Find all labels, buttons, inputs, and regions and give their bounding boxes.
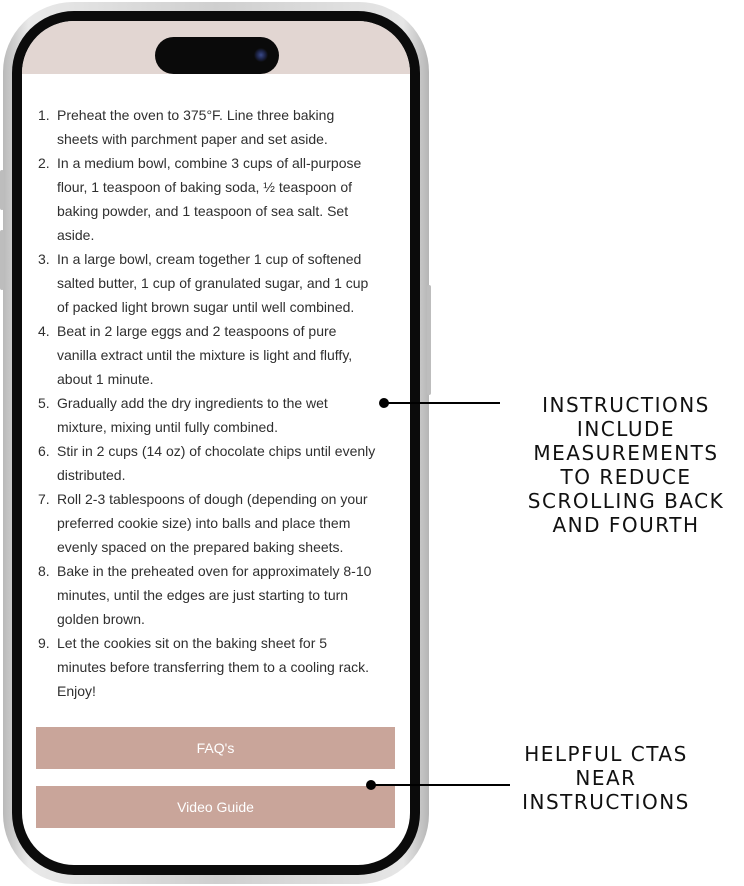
instruction-line: preferred cookie size) into balls and place them [57,515,351,531]
instruction-line: flour, 1 teaspoon of baking soda, ½ teaspoon of [57,179,352,195]
instruction-line: Beat in 2 large eggs and 2 teaspoons of pure [57,323,337,339]
annotation-line: MEASUREMENTS [533,441,719,465]
instruction-line: golden brown. [57,611,145,627]
video-guide-button[interactable]: Video Guide [36,786,395,828]
instruction-number: 6. [38,443,50,459]
instruction-line: Roll 2-3 tablespoons of dough (depending on your [57,491,368,507]
instruction-step [38,151,408,247]
instruction-text [57,103,408,151]
annotation-line: INSTRUCTIONS [522,790,690,814]
instruction-line: sheets with parchment paper and set aside. [57,131,328,147]
instruction-line: In a large bowl, cream together 1 cup of softened [57,251,362,267]
instructions-list [38,103,408,703]
instruction-line: Enjoy! [57,683,96,699]
instruction-step [38,391,408,439]
phone-screen [22,21,410,865]
annotation-line: AND FOURTH [552,513,700,537]
instruction-line: about 1 minute. [57,371,154,387]
annotation-line: HELPFUL CTAS [524,742,688,766]
instruction-number: 4. [38,323,50,339]
instruction-text [57,631,408,703]
instruction-line: vanilla extract until the mixture is light and fluffy, [57,347,353,363]
instruction-line: minutes before transferring them to a cooling rack. [57,659,370,675]
instruction-step [38,439,408,487]
annotation-line: TO REDUCE [560,465,692,489]
instructions-annotation [512,393,740,537]
phone-frame [3,2,429,884]
instruction-line: salted butter, 1 cup of granulated sugar, and 1 cup [57,275,369,291]
faq-button[interactable]: FAQ's [36,727,395,769]
instruction-step [38,247,408,319]
instruction-line: Bake in the preheated oven for approximately 8-10 [57,563,372,579]
instruction-number: 8. [38,563,50,579]
instruction-line: distributed. [57,467,126,483]
volume-up-button [0,170,4,210]
phone-bezel [12,11,420,875]
instruction-line: In a medium bowl, combine 3 cups of all-purpose [57,155,362,171]
instruction-text [57,391,408,439]
instruction-line: baking powder, and 1 teaspoon of sea salt. Set [57,203,349,219]
annotation-line: INSTRUCTIONS [542,393,710,417]
volume-down-button [0,230,4,290]
instruction-line: of packed light brown sugar until well combined. [57,299,355,315]
instruction-line: evenly spaced on the prepared baking sheets. [57,539,344,555]
instruction-line: aside. [57,227,95,243]
annotation-line: NEAR [575,766,637,790]
instruction-line: Stir in 2 cups (14 oz) of chocolate chips until evenly [57,443,376,459]
ctas-annotation [496,742,716,814]
instruction-text [57,247,408,319]
instruction-number: 3. [38,251,50,267]
instruction-text [57,319,408,391]
camera-icon [254,48,268,62]
status-bar [22,21,410,74]
instruction-step [38,487,408,559]
instructions-callout-line [385,402,500,404]
instruction-step [38,559,408,631]
instruction-text [57,151,408,247]
annotation-line: INCLUDE [576,417,676,441]
instruction-text [57,559,408,631]
instruction-line: Preheat the oven to 375°F. Line three baking [57,107,335,123]
instruction-step [38,103,408,151]
power-button [427,285,431,395]
instruction-line: mixture, mixing until fully combined. [57,419,278,435]
annotation-line: SCROLLING BACK [527,489,725,513]
instruction-number: 7. [38,491,50,507]
instruction-line: Let the cookies sit on the baking sheet for 5 [57,635,328,651]
instruction-number: 2. [38,155,50,171]
instruction-number: 5. [38,395,50,411]
instruction-text [57,439,408,487]
instruction-line: Gradually add the dry ingredients to the wet [57,395,328,411]
instruction-text [57,487,408,559]
instruction-number: 1. [38,107,50,123]
instruction-line: minutes, until the edges are just starting to turn [57,587,349,603]
ctas-callout-line [372,784,510,786]
instruction-step [38,319,408,391]
instruction-step [38,631,408,703]
dynamic-island [155,37,279,74]
instruction-number: 9. [38,635,50,651]
